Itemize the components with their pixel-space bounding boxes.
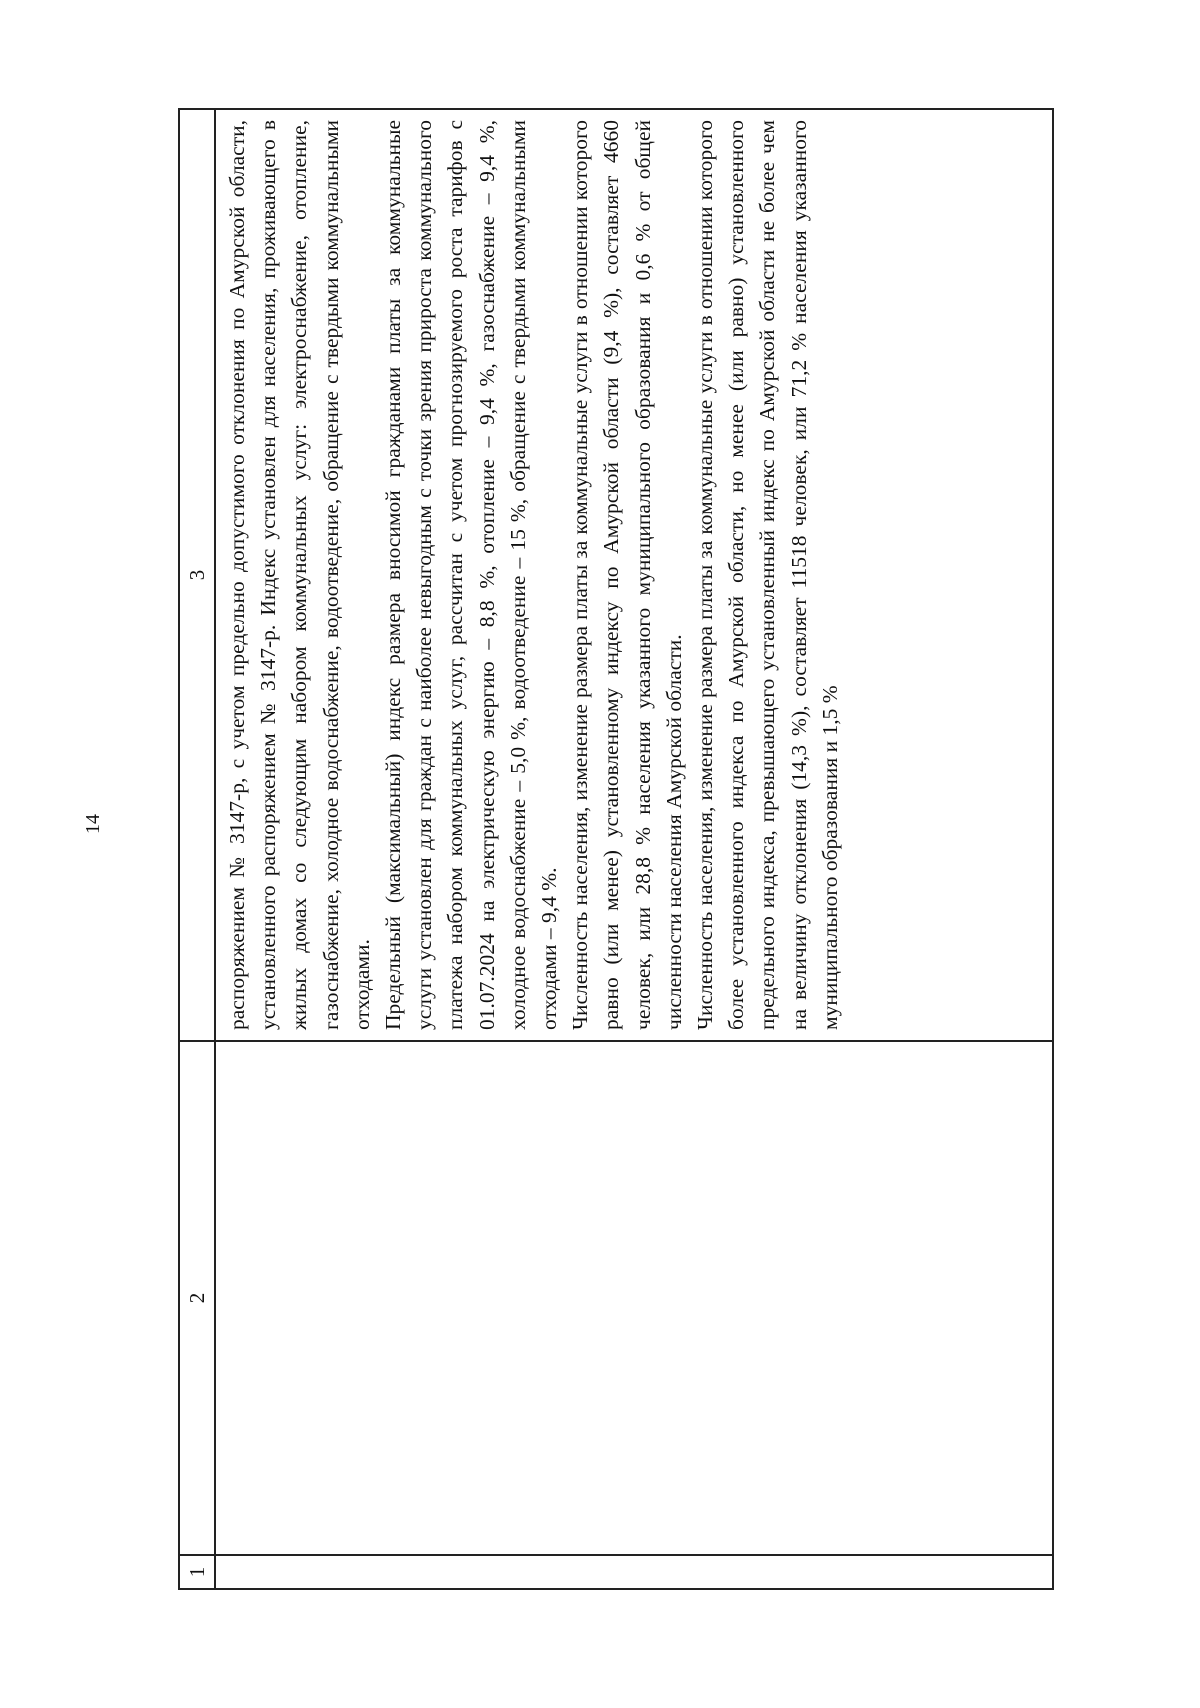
table-header-row <box>179 109 215 1589</box>
paragraph-population-within-index: Численность населения, изменение размера платы за коммунальные услуги в отношении которого равно (или менее) установленному индексу по Амурской области (9,4 %), составляет 4660 человек, или 28,8 % населения указанного муниципального образования и 0,6 % от общей численности населения Амурской области. <box>568 120 686 1030</box>
cell-column-2 <box>215 1041 1053 1555</box>
cell-column-3 <box>215 109 1053 1041</box>
column-header-3: 3 <box>179 109 215 1041</box>
column-header-1: 1 <box>179 1555 215 1589</box>
paragraph-max-index: Предельный (максимальный) индекс размера вносимой гражданами платы за коммунальные услуги установлен для граждан с наиболее невыгодным с точки зрения прироста коммунального платежа набором коммунальных услуг, рассчитан с учетом прогнозируемого роста тарифов с 01.07.2024 на электрическую энергию – 8,8 %, отопление – 9,4 %, газоснабжение – 9,4 %, холодное водоснабжение – 5,0 %, водоотведение – 15 %, обращение с твердыми коммунальными отходами – 9,4 %. <box>381 120 562 1030</box>
page-number: 14 <box>82 814 104 834</box>
column-header-2: 2 <box>179 1041 215 1555</box>
table-container <box>178 110 1048 1590</box>
paragraph-population-above-index: Численность населения, изменение размера платы за коммунальные услуги в отношении которого более установленного индекса по Амурской области, но менее (или равно) установленного предельного индекса, превышающего установленный индекс по Амурской области не более чем на величину отклонения (14,3 %), составляет 11518 человек, или 71,2 % населения указанного муниципального образования и 1,5 % <box>693 120 842 1030</box>
document-table <box>178 108 1054 1590</box>
table-row <box>215 109 1053 1589</box>
cell-column-1 <box>215 1555 1053 1589</box>
cell-text-block <box>216 110 846 1040</box>
paragraph-tariff-index-basis: распоряжением № 3147-р, с учетом предельно допустимого отклонения по Амурской области, установленного распоряжением № 3147-р. Индекс установлен для населения, проживающего в жилых домах со следующим набором коммунальных услуг: электроснабжение, отопление, газоснабжение, холодное водоснабжение, водоотведение, обращение с твердыми коммунальными отходами. <box>225 120 374 1030</box>
